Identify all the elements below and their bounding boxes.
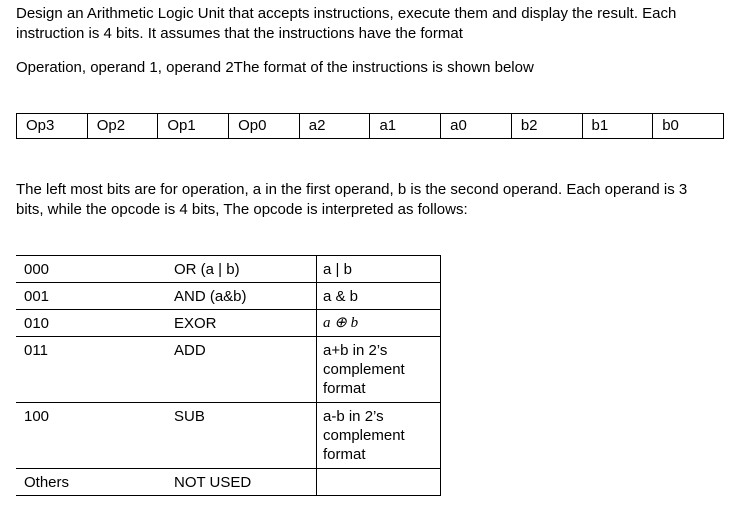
opcode-name: AND (a&b) <box>166 283 317 310</box>
opcode-code: 000 <box>16 256 166 283</box>
format-line: Operation, operand 1, operand 2The format of the instructions is shown below <box>16 59 534 76</box>
opcode-result: a-b in 2’s complement format <box>317 403 441 469</box>
opcode-result: a+b in 2’s complement format <box>317 337 441 403</box>
opcode-code: 011 <box>16 337 166 403</box>
opcode-result: a & b <box>317 283 441 310</box>
bit-cell: Op1 <box>158 114 229 139</box>
opcode-result: a ⊕ b <box>317 310 441 337</box>
operand-description: The left most bits are for operation, a in the first operand, b is the second operand. Each operand is 3 bits, while the opcode is 4 bits, The opcode is interpreted as follows: <box>16 181 688 218</box>
bit-row <box>17 114 724 139</box>
opcode-table <box>16 255 441 496</box>
opcode-code: Others <box>16 469 166 496</box>
opcode-name: SUB <box>166 403 317 469</box>
opcode-result: a | b <box>317 256 441 283</box>
bit-cell: a1 <box>370 114 441 139</box>
table-row <box>16 283 441 310</box>
bit-cell: b1 <box>582 114 653 139</box>
table-row <box>16 469 441 496</box>
instruction-bit-table <box>16 113 724 139</box>
opcode-name: NOT USED <box>166 469 317 496</box>
bit-cell: Op3 <box>17 114 88 139</box>
bit-cell: Op2 <box>87 114 158 139</box>
opcode-name: ADD <box>166 337 317 403</box>
bit-cell: a2 <box>299 114 370 139</box>
bit-cell: b2 <box>511 114 582 139</box>
bit-cell: b0 <box>653 114 724 139</box>
opcode-code: 001 <box>16 283 166 310</box>
opcode-code: 010 <box>16 310 166 337</box>
intro-paragraph: Design an Arithmetic Logic Unit that accepts instructions, execute them and display the result. Each instruction is 4 bits. It assumes that the instructions have the format <box>16 5 677 42</box>
opcode-name: OR (a | b) <box>166 256 317 283</box>
opcode-result <box>317 469 441 496</box>
opcode-code: 100 <box>16 403 166 469</box>
bit-cell: Op0 <box>229 114 300 139</box>
table-row <box>16 403 441 469</box>
table-row <box>16 256 441 283</box>
bit-cell: a0 <box>441 114 512 139</box>
table-row <box>16 337 441 403</box>
table-row <box>16 310 441 337</box>
opcode-name: EXOR <box>166 310 317 337</box>
